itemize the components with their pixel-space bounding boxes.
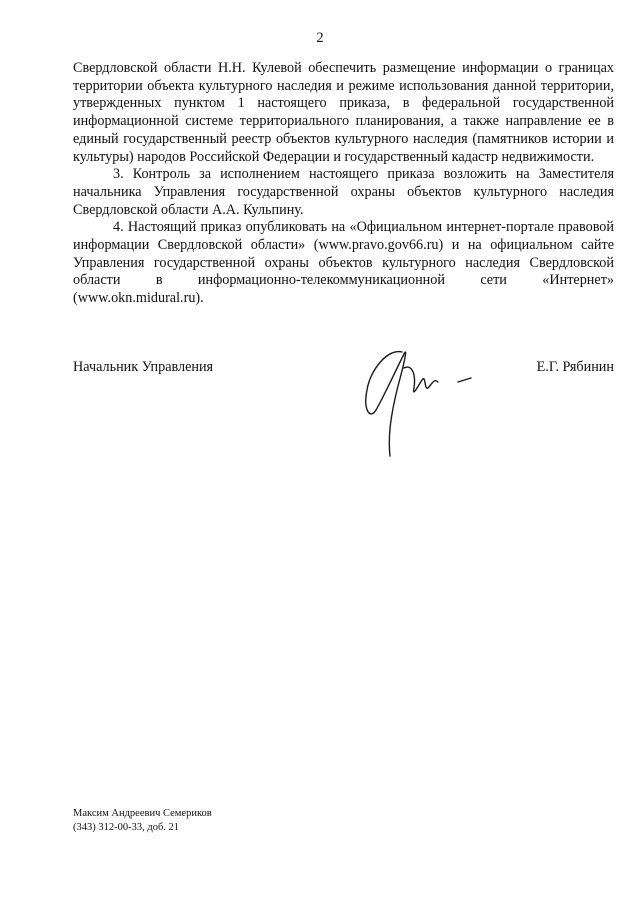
document-body (73, 60, 614, 308)
paragraph-item-4: 4. Настоящий приказ опубликовать на «Официальном интернет-портале правовой информации Свердловской области» (www.pravo.gov66.ru) и на официальном сайте Управления государственной охраны объектов культурного наследия Свердловской области в информационно-телекоммуникационной сети «Интернет» (www.okn.midural.ru). (73, 219, 614, 307)
paragraph-continuation: Свердловской области Н.Н. Кулевой обеспечить размещение информации о границах территории объекта культурного наследия и режиме использования данной территории, утвержденных пунктом 1 настоящего приказа, в федеральной государственной информационной системе территориального планирования, а также направление ее в единый государственный реестр объектов культурного наследия (памятников истории и культуры) народов Российской Федерации и государственный кадастр недвижимости. (73, 60, 614, 165)
signer-name: Е.Г. Рябинин (536, 359, 614, 375)
executor-info (73, 807, 212, 834)
handwritten-signature (358, 338, 476, 460)
paragraph-item-3: 3. Контроль за исполнением настоящего приказа возложить на Заместителя начальника Управления государственной охраны объектов культурного наследия Свердловской области А.А. Кульпину. (73, 166, 614, 218)
executor-phone: (343) 312-00-33, доб. 21 (73, 821, 180, 833)
signer-position: Начальник Управления (73, 359, 214, 375)
page-number: 2 (316, 30, 324, 46)
executor-name: Максим Андреевич Семериков (73, 808, 212, 819)
